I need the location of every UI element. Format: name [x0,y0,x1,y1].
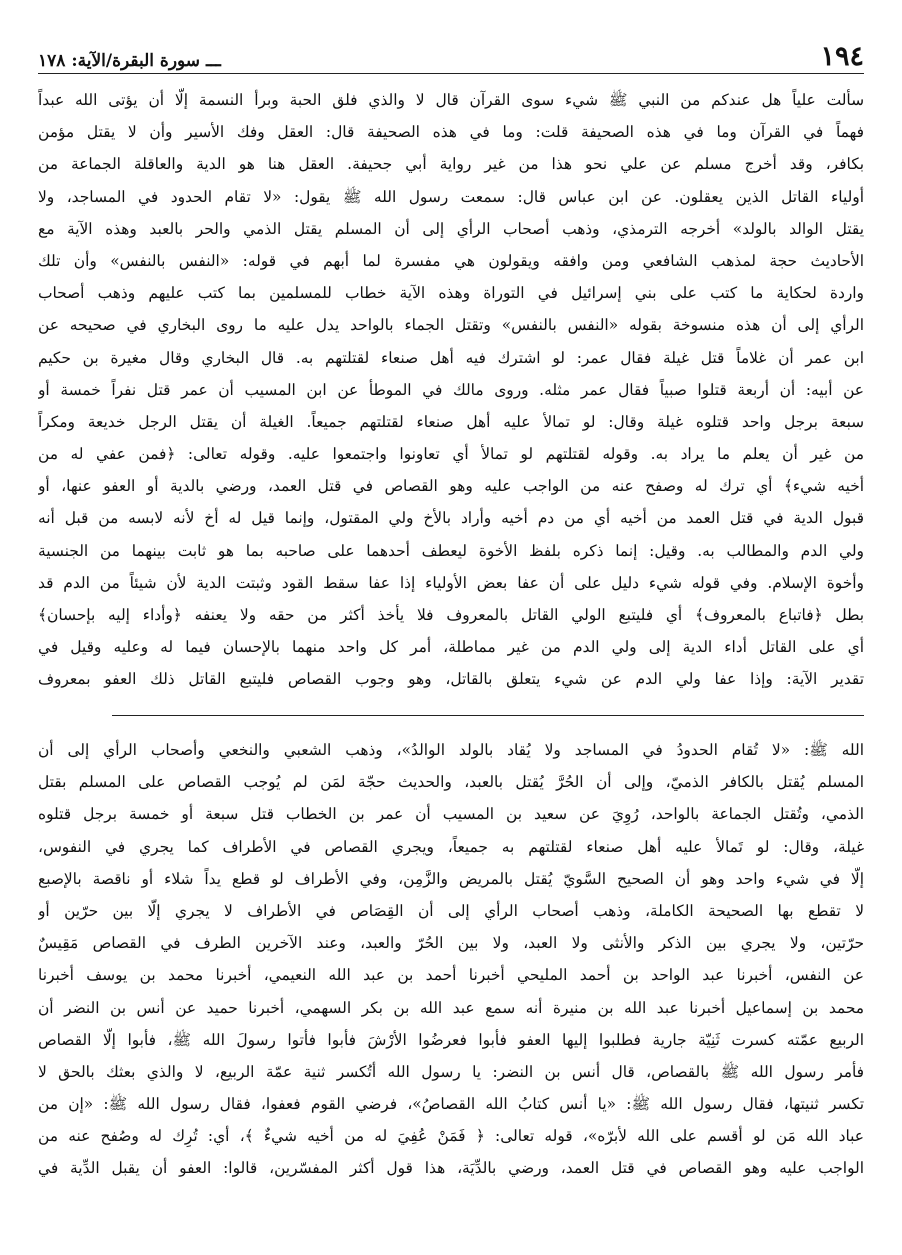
text-line: قبول الدية في قتل العمد من أخيه أي من دم أخيه وأراد بالأخ ولي المقتول، وإنما قيل له أخ لأنه لابسه من قبل أنه [38,509,864,528]
footnote-text [38,734,864,1185]
footnote-line: لا تقطع بها الصحيحة الكاملة، وذهب أصحاب الرأي إلى أن القِصَاص في الأطراف لا يجري إلّا بين حرّين أو [38,901,864,920]
text-line: سألت علياً هل عندكم من النبي ﷺ شيء سوى القرآن قال لا والذي فلق الحبة وبرأ النسمة إلّا أن يؤتى الله عبداً [38,91,864,109]
text-line: بطل ﴿فاتباع بالمعروف﴾ أي فليتبع الولي القاتل بالمعروف فلا يأخذ أكثر من حقه ولا يعنفه ﴿وأداء إليه بإحسان﴾ [38,606,864,624]
text-line: أي على القاتل أداء الدية إلى ولي الدم من غير مماطلة، أمر كل واحد منهما بالإحسان فيما له وعليه وقيل في [38,638,864,657]
text-line: أولياء القاتل الذين يعقلون. عن ابن عباس قال: سمعت رسول الله ﷺ يقول: «لا تقام الحدود في المساجد، ولا [38,187,864,206]
text-line: وأخوة الإسلام. وفي قوله شيء دليل على أن عفا بعض الأولياء إذا عفا سقط القود وثبتت الدية لأن شيئاً من الدم قد [38,573,864,592]
footnote-line: الربيع عمّته كسرت ثَنِيّة جارية فطلبوا إليها العفو فأبوا فعرضُوا الأرْشَ فأبوا فأتوا رسولَ الله ﷺ، فأبوا إلّا القصاص [38,1030,864,1049]
text-line: ابن عمر أن غلاماً قتل غيلة فقال عمر: لو اشترك فيه أهل صنعاء لقتلتهم به. قال البخاري وقال مغيرة بن حكيم [38,348,864,367]
footnote-divider [112,715,864,716]
footnote-line: عباد الله مَن لو أقسم على الله لأبرّه»، قوله تعالى: ﴿ فَمَنْ عُفِيَ له من أخيه شيءٌ ﴾، أي: تُرِك له وصُفح عنه من [38,1127,864,1146]
text-line: أخيه شيء﴾ أي ترك له وصفح عنه من الواجب عليه وهو القصاص في قتل العمد، ورضي بالدية أو العفو عنها، أو [38,477,864,496]
text-line: الرأي إلى أن هذه منسوخة بقوله «النفس بالنفس» وتقتل الجماء بالواحد يدل عليه ما روى البخاري في صحيحه عن [38,316,864,335]
page-header [38,30,864,74]
text-line: يقتل الوالد بالولد» أخرجه الترمذي، وذهب أصحاب الرأي إلى أن المسلم يقتل الذمي والحر بالعبد وهذه الآية مع [38,219,864,238]
footnote-line: الذمي، وتُقتل الجماعة بالواحد، رُوِيَ عن سعيد بن المسيب أن عمر بن الخطاب قتل سبعة أو خمسة برجل قتلوه [38,805,864,824]
footnote-line: فأمر رسول الله ﷺ بالقصاص، قال أنس بن النضر: يا رسول الله أتُكسر ثنية عمّة الربيع، لا والذي بعثك بالحق لا [38,1062,864,1081]
text-line: من غير أن يعلم ما يراد به. وقوله لقتلتهم لو تمالأ أي تعاونوا واجتمعوا عليه. وقوله تعالى: ﴿فمن عفي له من [38,445,864,464]
text-line: سبعة برجل واحد قتلوه غيلة وقال: لو تمالأ عليه أهل صنعاء لقتلتهم جميعاً. الغيلة أن يقتل الرجل خديعة ومكراً [38,412,864,431]
main-text [38,84,864,696]
text-line: عن أبيه: أن أربعة قتلوا صبياً فقال عمر مثله. وروى مالك في الموطأ عن ابن المسيب أن عمر قتل نفراً خمسة أو [38,380,864,399]
footnote-line: عن النفس، أخبرنا عبد الواحد بن أحمد المليحي أخبرنا أحمد بن عبد الله النعيمي، أخبرنا محمد بن يوسف أخبرنا [38,966,864,985]
text-line: بكافر، وقد أخرج مسلم عن علي نحو هذا من غير رواية أبي جحيفة. العقل هنا هو الدية والعاقلة الجماعة من [38,155,864,174]
page-number: ١٩٤ [820,41,864,72]
footnote-line: الله ﷺ: «لا تُقام الحدودُ في المساجد ولا يُقاد بالولد الوالدُ»، وذهب الشعبي والنخعي وأصحاب الرأي إلى أن [38,741,864,759]
text-line: الأحاديث حجة لمذهب الشافعي ومن وافقه ويقولون هي مفسرة لما أبهم في قوله: «النفس بالنفس» وأن تلك [38,251,864,270]
footnote-line: تكسر ثنيتها، فقال رسول الله ﷺ: «يا أنس كتابُ الله القصاصُ»، فرضي القوم فعفوا، فقال رسول الله ﷺ: «إن من [38,1095,864,1114]
footnote-line: الواجب عليه وهو القصاص في قتل العمد، ورضي بالدِّيَة، هذا قول أكثر المفسّرين، قالوا: العفو أن يقبل الدِّية في [38,1159,864,1178]
footnote-line: حرّتين، ولا يجري بين الذكر والأنثى ولا العبد، ولا بين الحُرّ والعبد، وعند الآخرين الطرف في القصاص مَقِيسٌ [38,934,864,953]
footnote-line: المسلم يُقتل بالكافر الذميّ، وإلى أن الحُرَّ يُقتل بالعبد، والحديث حجّة لمَن لم يُوجب القصاص على المسلم بقتل [38,773,864,792]
footnote-line: إلّا في شيء واحد وهو أن الصحيح السَّويّ يُقتل بالمريض والزَّمِن، وفي الأطراف لو قطع يداً شلاء أو ناقصة بالإصبع [38,869,864,888]
text-line: واردة لحكاية ما كتب على بني إسرائيل في التوراة وهذه الآية خطاب للمسلمين بما كتب عليهم وذهب أصحاب [38,284,864,303]
text-line: ولي الدم والمطالب به. وقيل: إنما ذكره بلفظ الأخوة ليعطف أحدهما على صاحبه بما هو ثابت بينهما من الجنسية [38,541,864,560]
footnote-line: محمد بن إسماعيل أخبرنا عبد الله بن منيرة أنه سمع عبد الله بن بكر السهمي، أخبرنا حميد عن أنس بن النضر أن [38,998,864,1017]
text-line: تقدير الآية: وإذا عفا ولي الدم عن شيء يتعلق بالقاتل، وهو وجوب القصاص فليتبع القاتل ذلك العفو بمعروف [38,670,864,689]
footnote-line: غيلة، وقال: لو تَمالأ عليه أهل صنعاء لقتلتهم به جميعاً، ويجري القصاص في الأطراف كما يجري في النفوس، [38,837,864,856]
text-line: فهماً في القرآن وما في هذه الصحيفة قلت: وما في هذه الصحيفة قال: العقل وفك الأسير وأن لا يقتل مؤمن [38,123,864,142]
running-title: ـــ سورة البقرة/الآية: ١٧٨ [38,51,221,71]
